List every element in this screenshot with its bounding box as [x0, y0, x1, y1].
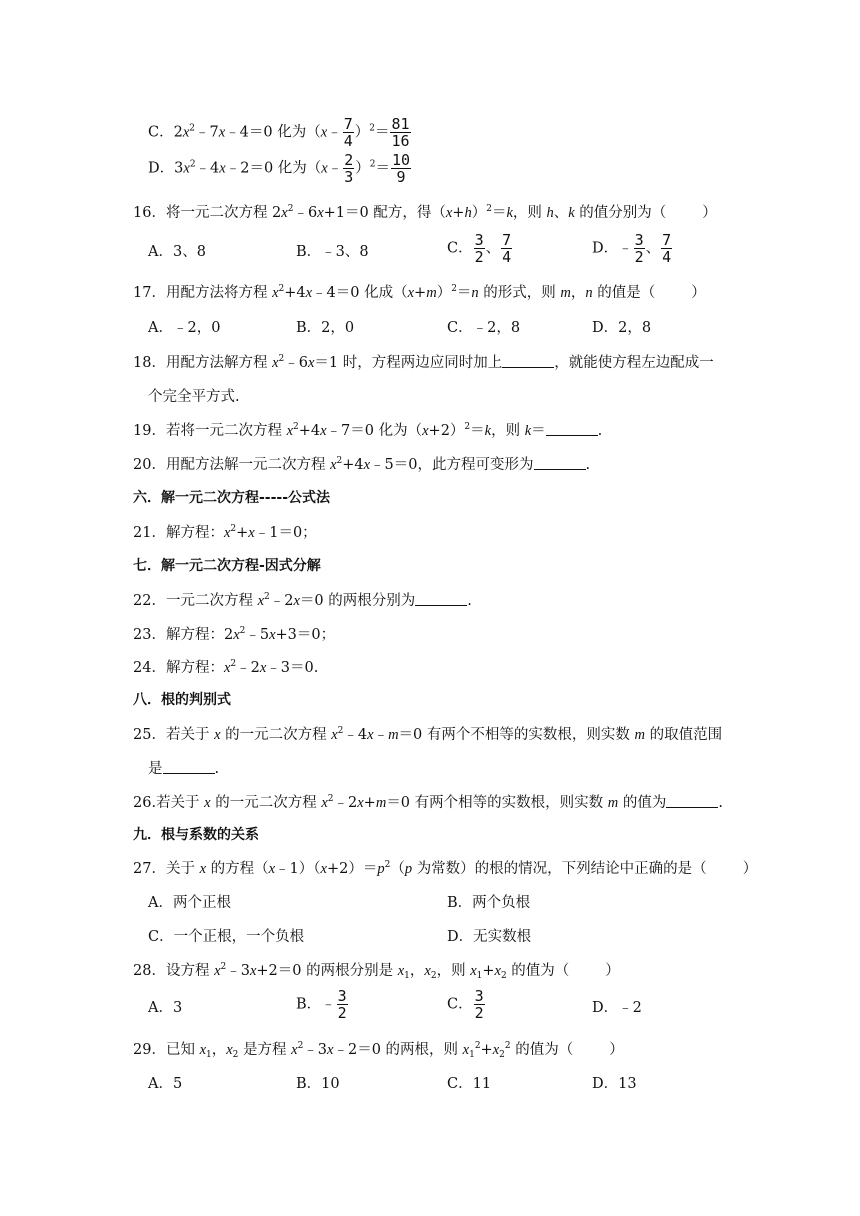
- fraction: $\frac{81}{16}$: [391, 115, 410, 150]
- q29-option-c: C．11: [447, 1076, 492, 1092]
- question-26: 26.若关于 x 的一元二次方程 $x^2﹣2x+m=0$ 有两个相等的实数根，则实数 m 的值为 .: [133, 794, 723, 811]
- answer-blank: [415, 593, 467, 606]
- q17-option-b: B．2，0: [296, 320, 355, 336]
- answer-blank: [534, 457, 586, 470]
- q27-option-d: D．无实数根: [447, 929, 532, 945]
- q29-option-b: B．10: [296, 1076, 340, 1092]
- q27-option-a: A．两个正根: [148, 895, 231, 911]
- q16-option-d: D．﹣ $\frac{3}{2}$ 、 $\frac{7}{4}$: [592, 231, 672, 266]
- q17-option-c: C．﹣2，8: [447, 320, 521, 336]
- section-heading-8: 八．根的判别式: [133, 692, 231, 708]
- q17-option-d: D．2，8: [592, 320, 652, 336]
- q28-option-d: D．﹣2: [592, 1000, 642, 1016]
- q17-option-a: A．﹣2，0: [148, 320, 221, 336]
- q28-option-b: B．﹣ $\frac{3}{2}$: [296, 987, 347, 1022]
- q27-option-b: B．两个负根: [447, 895, 531, 911]
- section-heading-9: 九．根与系数的关系: [133, 827, 259, 843]
- question-19: 19．若将一元二次方程 $x^2+4x﹣7=0$ 化为$(x+2)^2=k$，则 k＝ .: [133, 422, 603, 439]
- question-22: 22．一元二次方程 $x^2﹣2x=0$ 的两根分别为 .: [133, 592, 472, 609]
- answer-blank: [502, 355, 554, 368]
- q15-option-d: D．$3x^2﹣4x﹣2=0$ 化为（x﹣ $\frac{2}{3}$ ）$^2$＝ $\frac{10}{9}$: [148, 151, 411, 186]
- question-23: 23．解方程：$2x^2﹣5x+3=0$；: [133, 626, 336, 643]
- question-24: 24．解方程：$x^2﹣2x﹣3=0$.: [133, 659, 319, 676]
- question-18: 18．用配方法解方程 $x^2﹣6x=1$ 时，方程两边应同时加上 ，就能使方程左边配成一: [133, 354, 714, 371]
- question-17: 17．用配方法将方程 $x^2+4x﹣4=0$ 化成$(x+m)^2=n$ 的形式，则 m，n 的值是（ ）: [133, 284, 706, 301]
- q15-option-c: C．$2x^2﹣7x﹣4=0$ 化为（x﹣ $\frac{7}{4}$ ）$^2$＝ $\frac{81}{16}$: [148, 115, 410, 150]
- fraction: $\frac{7}{4}$: [343, 115, 353, 150]
- question-25-line2: 是 .: [148, 761, 220, 777]
- question-25: 25．若关于 x 的一元二次方程 $x^2﹣4x﹣m=0$ 有两个不相等的实数根，则实数 m 的取值范围: [133, 726, 723, 743]
- section-heading-6: 六．解一元二次方程-----公式法: [133, 490, 331, 506]
- fraction: $\frac{10}{9}$: [391, 151, 411, 186]
- q16-option-b: B．﹣3、8: [296, 244, 369, 260]
- question-28: 28．设方程 $x^2﹣3x+2=0$ 的两根分别是 $x_1$，$x_2$，则 $x_1+x_2$ 的值为（ ）: [133, 962, 620, 981]
- question-21: 21．解方程：$x^2+x﹣1=0$；: [133, 524, 317, 541]
- answer-blank: [666, 795, 718, 808]
- fraction: $\frac{2}{3}$: [344, 151, 354, 186]
- question-18-line2: 个完全平方式.: [148, 389, 240, 405]
- question-29: 29．已知 $x_1$，$x_2$ 是方程 $x^2﹣3x﹣2=0$ 的两根，则 $x_1^2+x_2^2$ 的值为（ ）: [133, 1041, 624, 1060]
- q16-option-a: A．3、8: [148, 244, 206, 260]
- q28-option-c: C． $\frac{3}{2}$: [447, 987, 484, 1022]
- q28-option-a: A．3: [148, 1000, 183, 1016]
- question-27: 27．关于 x 的方程$(x﹣1)(x+2)=p^2(p$ 为常数）的根的情况，下列结论中正确的是（ ）: [133, 860, 758, 877]
- q27-option-c: C．一个正根，一个负根: [148, 929, 305, 945]
- answer-blank: [546, 423, 598, 436]
- q29-option-a: A．5: [148, 1076, 183, 1092]
- question-20: 20．用配方法解一元二次方程 $x^2+4x﹣5=0$，此方程可变形为 .: [133, 456, 591, 473]
- question-16: 16．将一元二次方程 $2x^2﹣6x+1=0$ 配方，得$(x+h)^2=k$，则 h、k 的值分别为（ ）: [133, 204, 717, 221]
- q16-option-c: C． $\frac{3}{2}$ 、 $\frac{7}{4}$: [447, 231, 512, 266]
- section-heading-7: 七．解一元二次方程-因式分解: [133, 558, 321, 574]
- answer-blank: [163, 761, 215, 774]
- q29-option-d: D．13: [592, 1076, 637, 1092]
